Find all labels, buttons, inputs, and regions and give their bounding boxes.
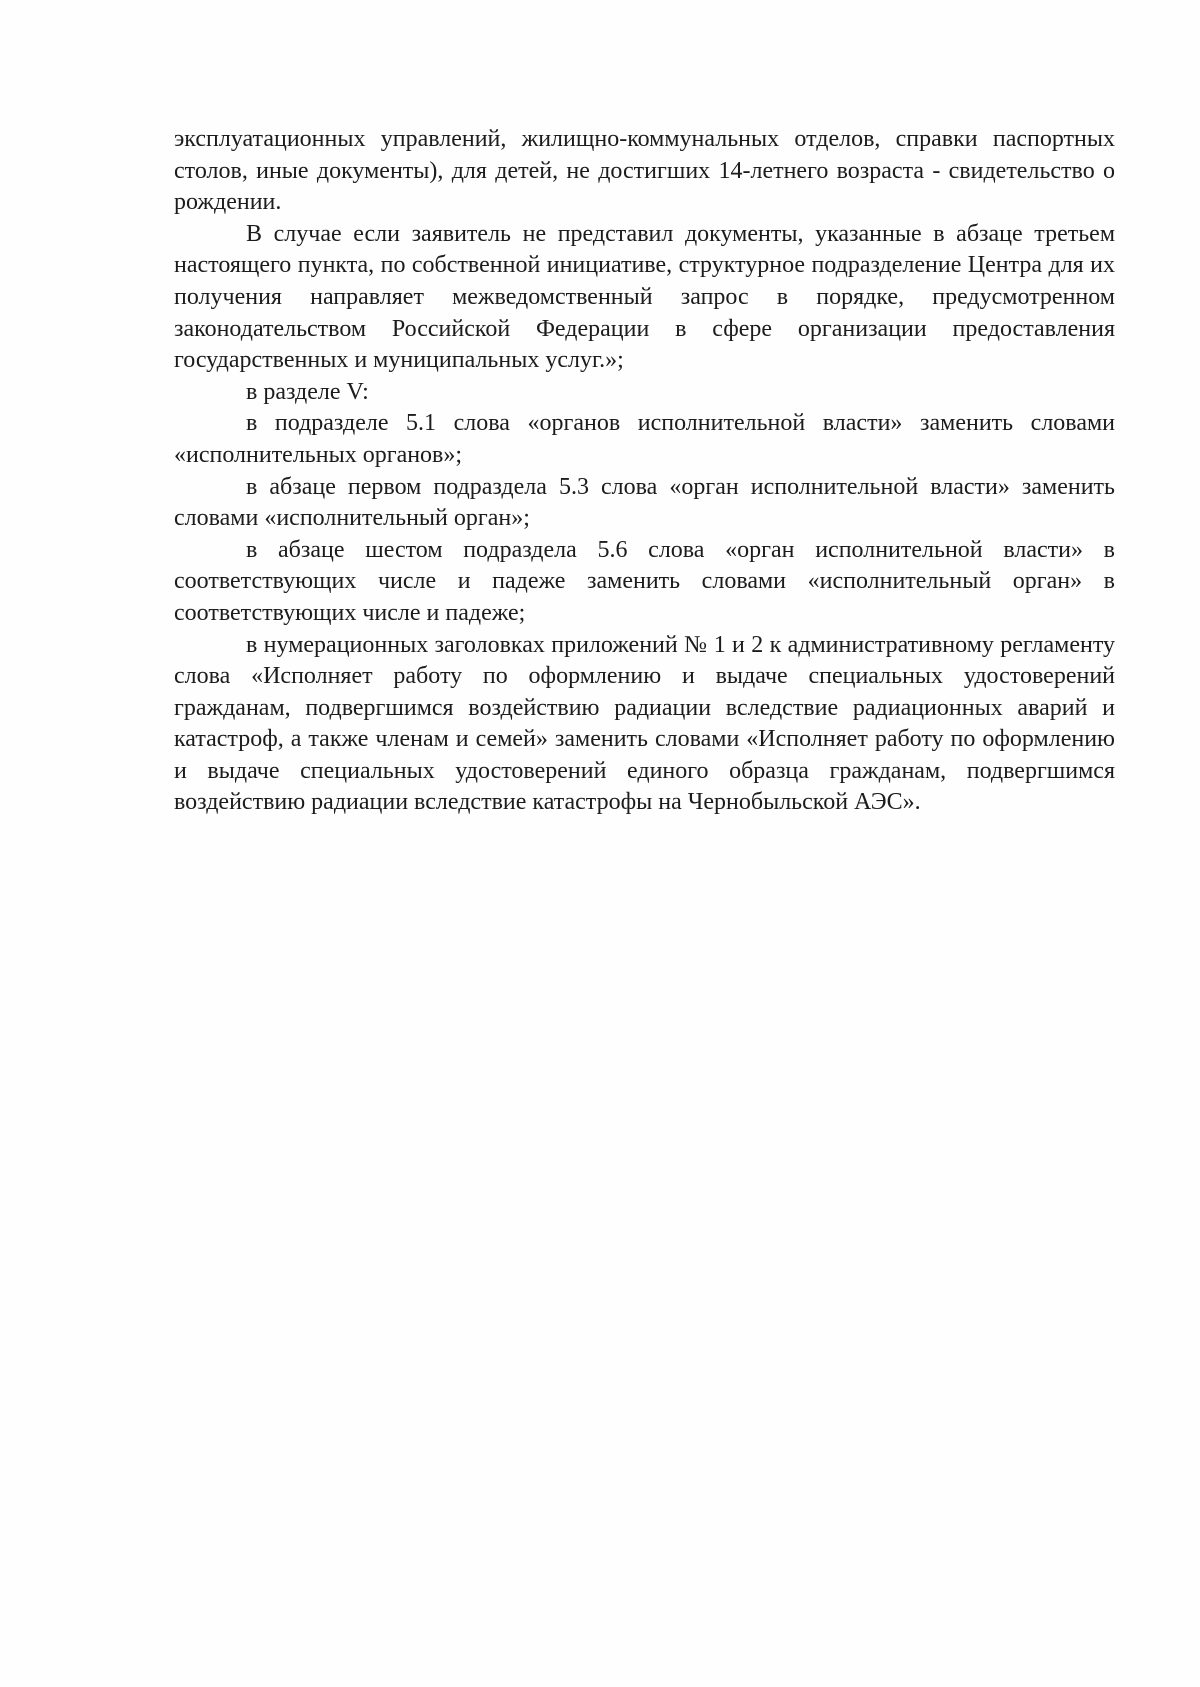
document-body [174, 124, 1115, 819]
paragraph-subsection-5-3: в абзаце первом подраздела 5.3 слова «орган исполнительной власти» заменить словами «исполнительный орган»; [174, 473, 1115, 532]
paragraph-subsection-5-6: в абзаце шестом подраздела 5.6 слова «орган исполнительной власти» в соответствующих числе и падеже заменить словами «исполнительный орган» в соответствующих числе и падеже; [174, 536, 1115, 626]
paragraph-section-v: в разделе V: [246, 378, 369, 405]
paragraph-missing-documents: В случае если заявитель не представил документы, указанные в абзаце третьем настоящего пункта, по собственной инициативе, структурное подразделение Центра для их получения направляет межведомственный запрос в порядке, предусмотренном законодательством Российской Федерации в сфере организации предоставления государственных и муниципальных услуг.»; [174, 220, 1115, 374]
paragraph-appendix-headings: в нумерационных заголовках приложений № 1 и 2 к административному регламенту слова «Исполняет работу по оформлению и выдаче специальных удостоверений гражданам, подвергшимся воздействию радиации вследствие радиационных аварий и катастроф, а также членам и семей» заменить словами «Исполняет работу по оформлению и выдаче специальных удостоверений единого образца гражданам, подвергшимся воздействию радиации вследствие катастрофы на Чернобыльской АЭС». [174, 631, 1115, 816]
paragraph-continuation: эксплуатационных управлений, жилищно-коммунальных отделов, справки паспортных столов, иные документы), для детей, не достигших 14-летнего возраста - свидетельство о рождении. [174, 126, 1115, 216]
paragraph-subsection-5-1: в подразделе 5.1 слова «органов исполнительной власти» заменить словами «исполнительных органов»; [174, 410, 1115, 468]
